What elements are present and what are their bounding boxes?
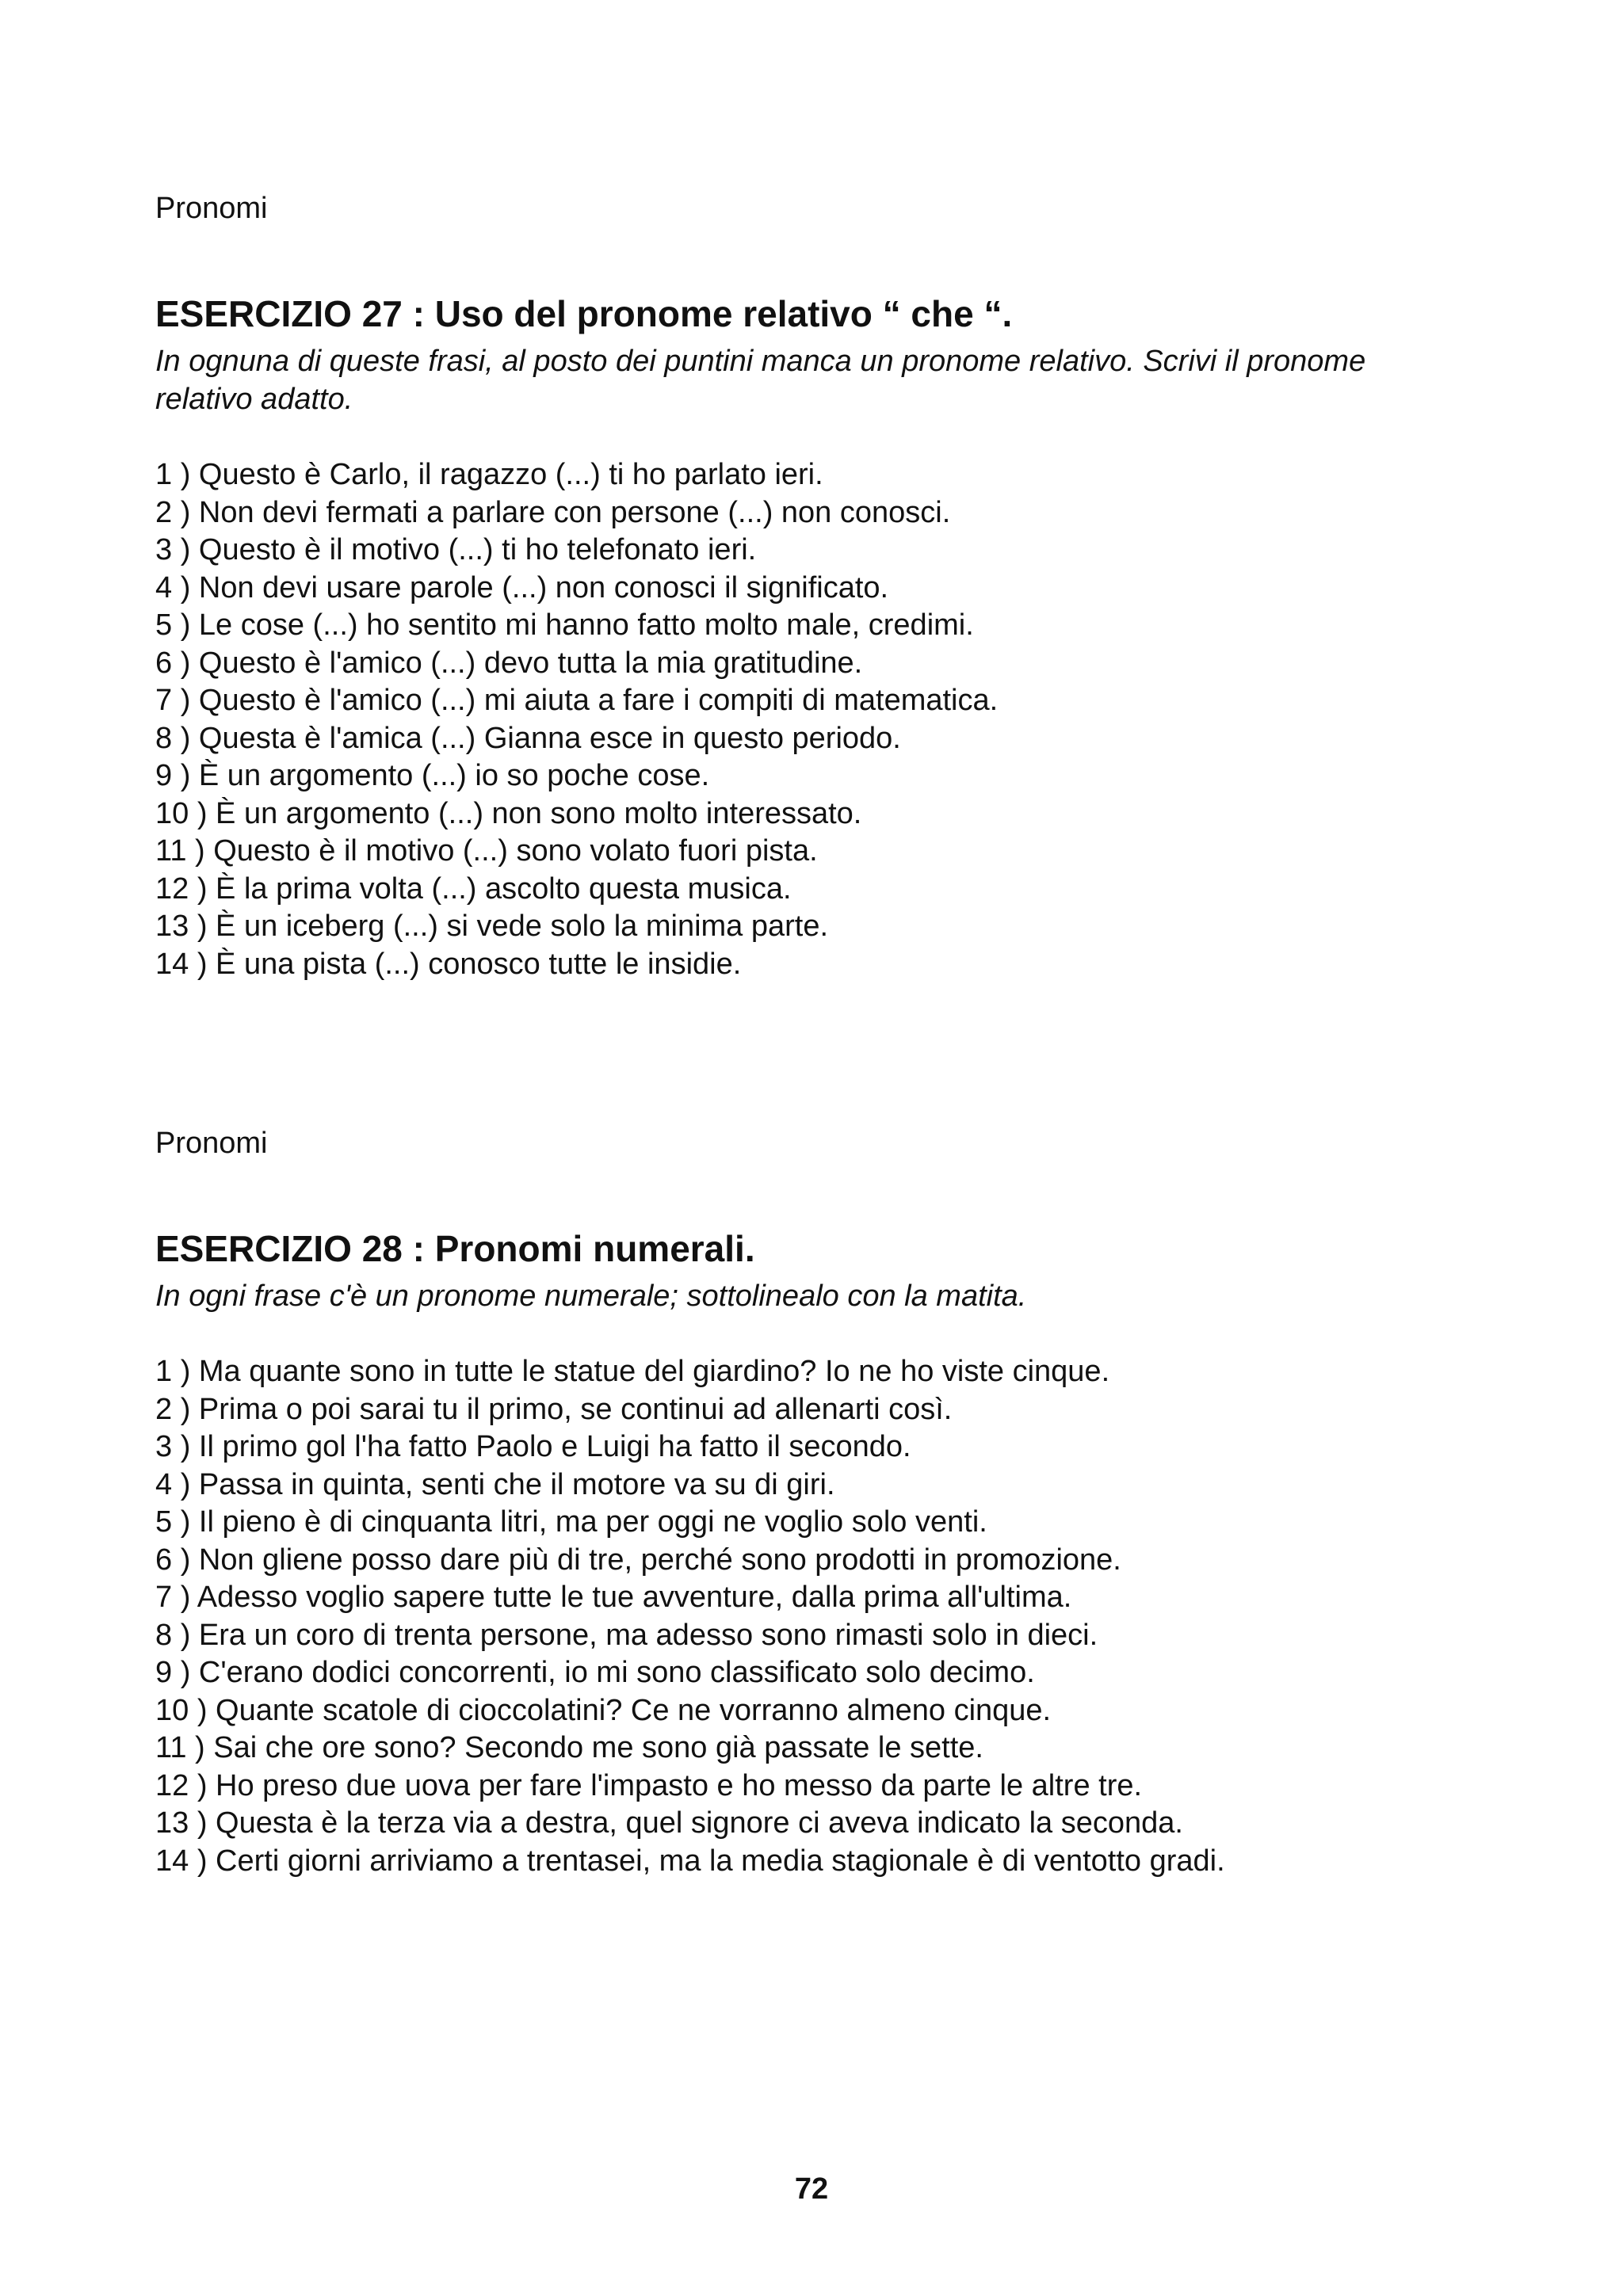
exercise-item: 2 ) Non devi fermati a parlare con persone (...) non conosci.: [155, 495, 951, 529]
exercise-item: 11 ) Questo è il motivo (...) sono volato fuori pista.: [155, 834, 818, 868]
exercise-item: 6 ) Questo è l'amico (...) devo tutta la mia gratitudine.: [155, 646, 863, 680]
exercise-item: 1 ) Questo è Carlo, il ragazzo (...) ti ho parlato ieri.: [155, 458, 823, 491]
exercise-item: 10 ) È un argomento (...) non sono molto interessato.: [155, 796, 862, 830]
exercise-item: 14 ) È una pista (...) conosco tutte le insidie.: [155, 947, 742, 981]
exercise-item: 14 ) Certi giorni arriviamo a trentasei, ma la media stagionale è di ventotto gradi.: [155, 1844, 1225, 1878]
exercise-28-item-list: [155, 1353, 1503, 1880]
exercise-item: 13 ) Questa è la terza via a destra, quel signore ci aveva indicato la seconda.: [155, 1806, 1183, 1840]
exercise-item: 3 ) Questo è il motivo (...) ti ho telefonato ieri.: [155, 533, 757, 566]
section-category-label: Pronomi: [155, 192, 268, 225]
exercise-item: 4 ) Non devi usare parole (...) non conosci il significato.: [155, 570, 889, 605]
exercise-item: 10 ) Quante scatole di cioccolatini? Ce ne vorranno almeno cinque.: [155, 1693, 1052, 1727]
exercise-item: 8 ) Questa è l'amica (...) Gianna esce in questo periodo.: [155, 721, 901, 755]
exercise-28-instruction: In ogni frase c'è un pronome numerale; sottolinealo con la matita.: [155, 1280, 1027, 1313]
exercise-item: 1 ) Ma quante sono in tutte le statue del giardino? Io ne ho viste cinque.: [155, 1355, 1110, 1388]
exercise-item: 6 ) Non gliene posso dare più di tre, perché sono prodotti in promozione.: [155, 1543, 1121, 1577]
exercise-28-section: [155, 1125, 1503, 1880]
exercise-27-instruction: In ognuna di queste frasi, al posto dei puntini manca un pronome relativo. Scrivi il pronome relativo adatto.: [155, 345, 1366, 416]
exercise-27-section: [155, 190, 1503, 983]
exercise-item: 12 ) È la prima volta (...) ascolto questa musica.: [155, 871, 792, 906]
exercise-item: 11 ) Sai che ore sono? Secondo me sono già passate le sette.: [155, 1731, 983, 1764]
exercise-item: 7 ) Adesso voglio sapere tutte le tue avventure, dalla prima all'ultima.: [155, 1581, 1072, 1614]
exercise-item: 7 ) Questo è l'amico (...) mi aiuta a fare i compiti di matematica.: [155, 684, 999, 717]
exercise-item: 9 ) È un argomento (...) io so poche cose.: [155, 759, 710, 792]
exercise-item: 5 ) Le cose (...) ho sentito mi hanno fatto molto male, credimi.: [155, 608, 974, 642]
exercise-27-item-list: [155, 456, 1503, 983]
exercise-27-title: ESERCIZIO 27 : Uso del pronome relativo “ che “.: [155, 293, 1013, 334]
exercise-28-title: ESERCIZIO 28 : Pronomi numerali.: [155, 1228, 755, 1269]
section-category-label: Pronomi: [155, 1127, 268, 1160]
exercise-item: 8 ) Era un coro di trenta persone, ma adesso sono rimasti solo in dieci.: [155, 1618, 1098, 1652]
exercise-item: 4 ) Passa in quinta, senti che il motore va su di giri.: [155, 1467, 835, 1501]
exercise-item: 9 ) C'erano dodici concorrenti, io mi sono classificato solo decimo.: [155, 1656, 1035, 1689]
exercise-item: 3 ) Il primo gol l'ha fatto Paolo e Luigi ha fatto il secondo.: [155, 1430, 911, 1463]
exercise-item: 2 ) Prima o poi sarai tu il primo, se continui ad allenarti così.: [155, 1392, 953, 1426]
exercise-item: 13 ) È un iceberg (...) si vede solo la minima parte.: [155, 910, 829, 943]
exercise-item: 5 ) Il pieno è di cinquanta litri, ma per oggi ne voglio solo venti.: [155, 1505, 987, 1539]
exercise-item: 12 ) Ho preso due uova per fare l'impasto e ho messo da parte le altre tre.: [155, 1768, 1143, 1802]
page-number: 72: [794, 2172, 829, 2206]
